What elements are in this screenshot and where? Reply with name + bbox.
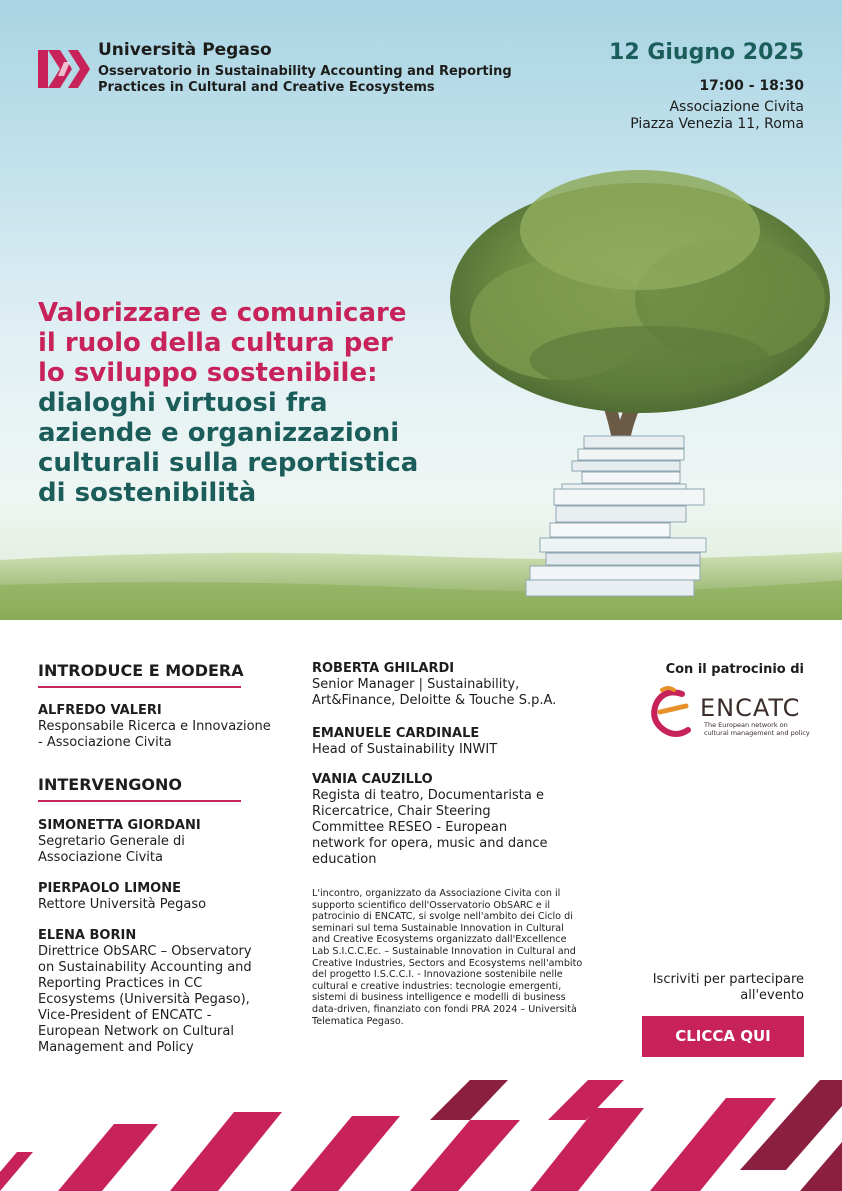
observatory-name: Osservatorio in Sustainability Accounting and Reporting Practices in Cultural and Creative Ecosystems	[98, 64, 512, 95]
title-line: lo sviluppo sostenibile:	[38, 358, 378, 388]
speaker-entry	[312, 661, 562, 709]
university-name: Università Pegaso	[98, 40, 272, 60]
speaker-role: Responsabile Ricerca e Innovazione - Associazione Civita	[38, 719, 271, 750]
speaker-name: ALFREDO VALERI	[38, 703, 162, 718]
speaker-role: Direttrice ObSARC – Observatory on Sustainability Accounting and Reporting Practices in CC Ecosystems (Università Pegaso), Vice-President of ENCATC - European Network on Cultural Management and Policy	[38, 944, 252, 1055]
title-line: dialoghi virtuosi fra	[38, 388, 328, 418]
title-line: il ruolo della cultura per	[38, 328, 393, 358]
title-line: di sostenibilità	[38, 478, 257, 508]
speaker-role: Regista di teatro, Documentarista e Ricercatrice, Chair Steering Committee RESEO - European network for opera, music and dance education	[312, 788, 548, 867]
encatc-wordmark: ENCATC	[700, 694, 801, 722]
speaker-entry	[312, 726, 572, 758]
speaker-entry	[38, 703, 278, 751]
title-line: Valorizzare e comunicare	[38, 298, 407, 328]
speaker-name: VANIA CAUZILLO	[312, 772, 433, 787]
book-stack	[526, 436, 706, 596]
speaker-name: ELENA BORIN	[38, 928, 137, 943]
pegaso-logo-icon	[38, 44, 92, 94]
speaker-name: ROBERTA GHILARDI	[312, 661, 455, 676]
speaker-name: EMANUELE CARDINALE	[312, 726, 480, 741]
event-description: L'incontro, organizzato da Associazione Civita con il supporto scientifico dell'Osservatorio ObSARC e il patrocinio di ENCATC, si svolge nell'ambito dei Ciclo di seminari sul tema Sustainable Innovation in Cultural and Creative Ecosystems organizzato dall'Excellence Lab S.I.C.C.Ec. – Sustainable Innovation in Cultural and Creative Industries, Sectors and Ecosystems nell'ambito del progetto I.S.C.C.I. - Innovazione sostenibile nelle cultural e creative industries: tecnologie emergenti, sistemi di business intelligence e modelli di business data-driven, finanziato con fondi PRA 2024 – Università Telematica Pegaso.	[312, 888, 583, 1027]
venue-name: Associazione Civita	[669, 99, 804, 115]
speaker-entry	[38, 818, 278, 866]
register-button[interactable]: CLICCA QUI	[642, 1016, 804, 1057]
heading-divider	[38, 800, 241, 802]
moderator-heading: INTRODUCE E MODERA	[38, 661, 244, 680]
title-line: culturali sulla reportistica	[38, 448, 419, 478]
title-line: aziende e organizzazioni	[38, 418, 400, 448]
heading-divider	[38, 686, 241, 688]
signup-text: Iscriviti per partecipare all'evento	[652, 972, 804, 1003]
event-venue	[504, 99, 804, 133]
speaker-role: Senior Manager | Sustainability, Art&Finance, Deloitte & Touche S.p.A.	[312, 677, 557, 708]
event-time: 17:00 - 18:30	[699, 78, 804, 94]
speaker-name: SIMONETTA GIORDANI	[38, 818, 201, 833]
speaker-name: PIERPAOLO LIMONE	[38, 881, 181, 896]
patronage-label: Con il patrocinio di	[665, 662, 804, 677]
speaker-entry	[38, 881, 278, 913]
event-date: 12 Giugno 2025	[609, 40, 804, 65]
speaker-entry	[38, 928, 270, 1056]
diagonal-stripes-decoration	[0, 1080, 842, 1191]
speaker-entry	[312, 772, 562, 868]
speaker-role: Segretario Generale di Associazione Civita	[38, 834, 185, 865]
venue-address: Piazza Venezia 11, Roma	[630, 116, 804, 132]
encatc-logo	[646, 684, 816, 744]
encatc-tagline: The European network on cultural management and policy	[704, 721, 810, 737]
speaker-role: Head of Sustainability INWIT	[312, 742, 498, 757]
speakers-heading: INTERVENGONO	[38, 775, 182, 794]
speaker-role: Rettore Università Pegaso	[38, 897, 207, 912]
event-title	[38, 298, 478, 508]
encatc-logo-icon	[646, 684, 696, 740]
